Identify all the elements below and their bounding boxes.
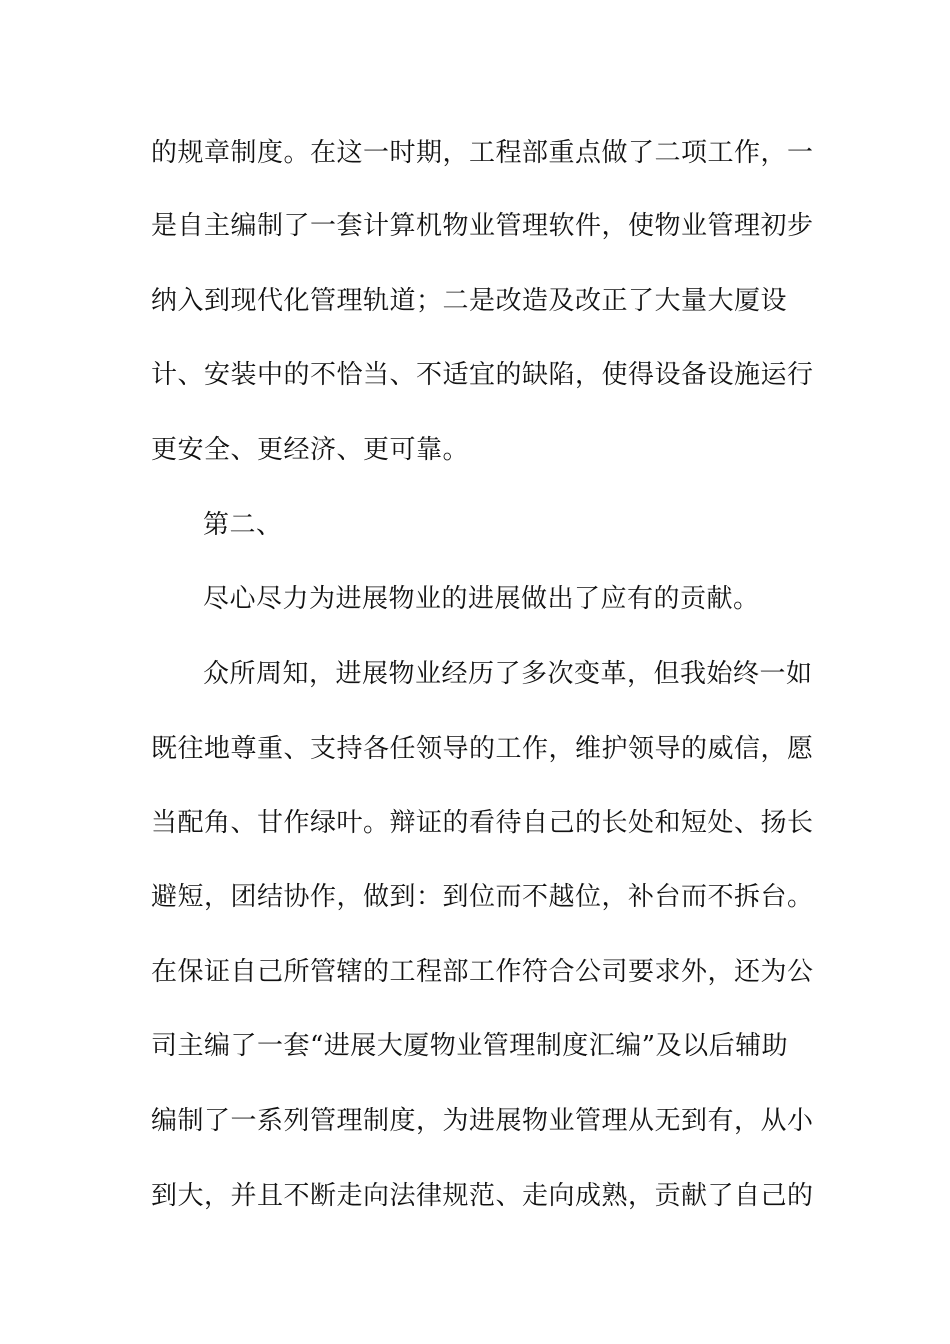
- text-line: 纳入到现代化管理轨道；二是改造及改正了大量大厦设: [151, 286, 788, 316]
- text-line: 在保证自己所管辖的工程部工作符合公司要求外，还为公: [151, 957, 814, 987]
- text-line: 司主编了一套“进展大厦物业管理制度汇编”及以后辅助: [151, 1031, 789, 1061]
- text-line: 是自主编制了一套计算机物业管理软件，使物业管理初步: [151, 211, 814, 241]
- text-line: 的规章制度。在这一时期，工程部重点做了二项工作，一: [151, 138, 814, 168]
- text-line: 计、安装中的不恰当、不适宜的缺陷，使得设备设施运行: [151, 360, 814, 390]
- section-summary: 尽心尽力为进展物业的进展做出了应有的贡献。: [203, 584, 760, 614]
- paragraph-first-line: 众所周知，进展物业经历了多次变革，但我始终一如: [203, 659, 813, 689]
- section-heading: 第二、: [203, 510, 283, 540]
- text-line: 当配角、甘作绿叶。辩证的看待自己的长处和短处、扬长: [151, 808, 814, 838]
- text-line: 到大，并且不断走向法律规范、走向成熟，贡献了自己的: [151, 1181, 814, 1211]
- text-line: 编制了一系列管理制度，为进展物业管理从无到有，从小: [151, 1106, 814, 1136]
- text-line: 既往地尊重、支持各任领导的工作，维护领导的威信，愿: [151, 734, 814, 764]
- text-line: 避短，团结协作，做到：到位而不越位，补台而不拆台。: [151, 882, 814, 912]
- text-line: 更安全、更经济、更可靠。: [151, 435, 470, 465]
